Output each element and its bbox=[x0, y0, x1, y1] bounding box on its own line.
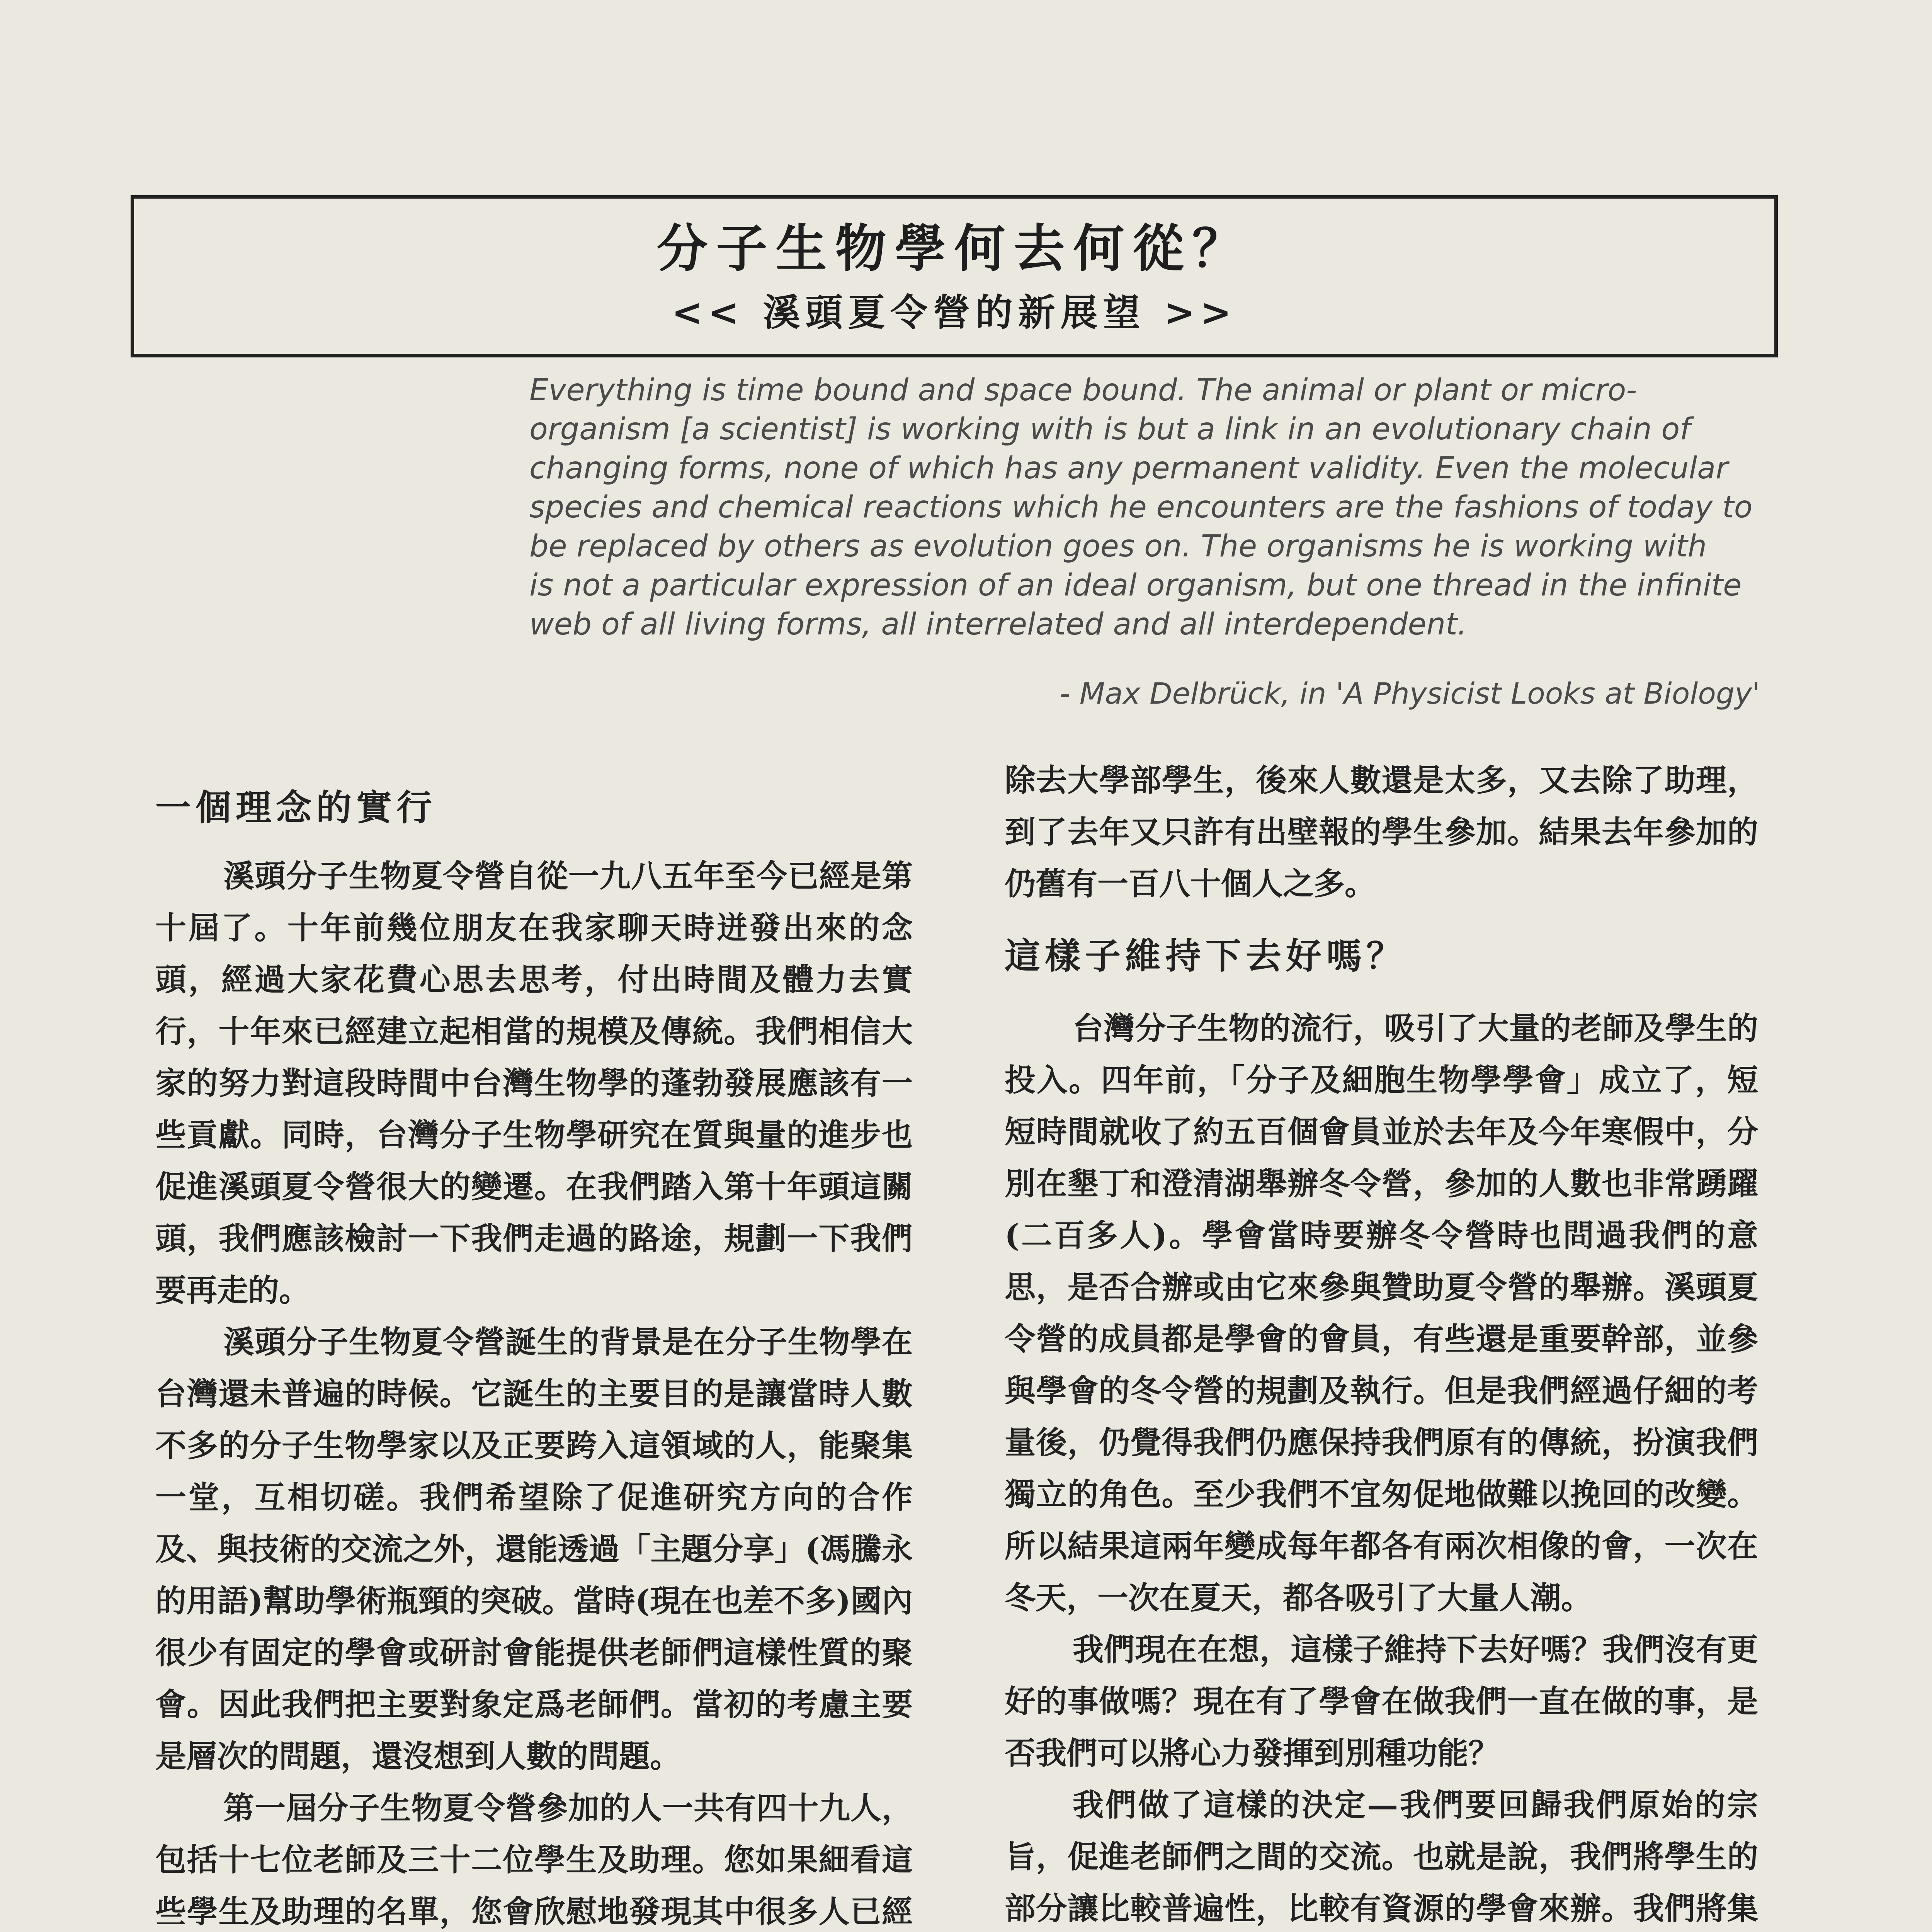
quote-line: is not a particular expression of an ideal organism, but one thread in the infinite bbox=[529, 568, 1742, 603]
quote-line: species and chemical reactions which he encounters are the fashions of today to bbox=[529, 490, 1753, 525]
quote-line: organism [a scientist] is working with is but a link in an evolutionary chain of bbox=[529, 412, 1690, 447]
quote-line: web of all living forms, all interrelated and all interdependent. bbox=[529, 607, 1467, 642]
body-paragraph: 我們現在在想，這樣子維持下去好嗎？我們沒有更好的事做嗎？現在有了學會在做我們一直在做的事，是否我們可以將心力發揮到別種功能？ bbox=[1005, 1631, 1758, 1771]
quote-line: Everything is time bound and space bound. The animal or plant or micro- bbox=[529, 373, 1637, 408]
section-heading: 一個理念的實行 bbox=[155, 787, 437, 828]
body-paragraph: 溪頭分子生物夏令營自從一九八五年至今已經是第十屆了。十年前幾位朋友在我家聊天時迸發出來的念頭，經過大家花費心思去思考，付出時間及體力去實行，十年來已經建立起相當的規模及傳統。我們相信大家的努力對這段時間中台灣生物學的蓬勃發展應該有一些貢獻。同時，台灣分子生物學研究在質與量的進步也促進溪頭夏令營很大的變遷。在我們踏入第十年頭這關頭，我們應該檢討一下我們走過的路途，規劃一下我們要再走的。 bbox=[155, 858, 913, 1308]
body-paragraph: 第一屆分子生物夏令營參加的人一共有四十九人，包括十七位老師及三十二位學生及助理。您如果細看這些學生及助理的名單，您會欣慰地發現其中很多人已經 bbox=[155, 1790, 913, 1930]
article-subtitle: << 溪頭夏令營的新展望 >> bbox=[672, 291, 1237, 334]
epigraph-quote bbox=[529, 371, 1758, 644]
section-heading: 這樣子維持下去好嗎？ bbox=[1005, 935, 1407, 977]
article-title: 分子生物學何去何從？ bbox=[656, 219, 1252, 279]
continued-paragraph: 除去大學部學生，後來人數還是太多，又去除了助理，到了去年又只許有出壁報的學生參加。結果去年參加的仍舊有一百八十個人之多。 bbox=[1005, 762, 1758, 902]
left-column bbox=[155, 781, 913, 1932]
right-column bbox=[1005, 754, 1758, 1932]
body-paragraph: 我們做了這樣的決定—我們要回歸我們原始的宗旨，促進老師們之間的交流。也就是說，我們將學生的部分讓比較普遍性，比較有資源的學會來辦。我們將集 bbox=[1005, 1787, 1758, 1927]
quote-line: be replaced by others as evolution goes on. The organisms he is working with bbox=[529, 529, 1707, 564]
quote-attribution: - Max Delbrück, in 'A Physicist Looks at Biology' bbox=[1060, 676, 1760, 711]
body-paragraph: 溪頭分子生物夏令營誕生的背景是在分子生物學在台灣還未普遍的時候。它誕生的主要目的是讓當時人數不多的分子生物學家以及正要跨入這領域的人，能聚集一堂，互相切磋。我們希望除了促進研究方向的合作及、與技術的交流之外，還能透過「主題分享」(馮騰永的用語)幫助學術瓶頸的突破。當時(現在也差不多)國內很少有固定的學會或研討會能提供老師們這樣性質的聚會。因此我們把主要對象定爲老師們。當初的考慮主要是層次的問題，還沒想到人數的問題。 bbox=[155, 1324, 913, 1774]
title-box bbox=[131, 195, 1778, 357]
quote-line: changing forms, none of which has any permanent validity. Even the molecular bbox=[529, 451, 1728, 486]
body-paragraph: 台灣分子生物的流行，吸引了大量的老師及學生的投入。四年前，「分子及細胞生物學學會」成立了，短短時間就收了約五百個會員並於去年及今年寒假中，分別在墾丁和澄清湖舉辦冬令營，參加的人數也非常踴躍(二百多人)。學會當時要辦冬令營時也問過我們的意思，是否合辦或由它來參與贊助夏令營的舉辦。溪頭夏令營的成員都是學會的會員，有些還是重要幹部，並參與學會的冬令營的規劃及執行。但是我們經過仔細的考量後，仍覺得我們仍應保持我們原有的傳統，扮演我們獨立的角色。至少我們不宜匆促地做難以挽回的改變。所以結果這兩年變成每年都各有兩次相像的會，一次在冬天，一次在夏天，都各吸引了大量人潮。 bbox=[1005, 1010, 1758, 1616]
